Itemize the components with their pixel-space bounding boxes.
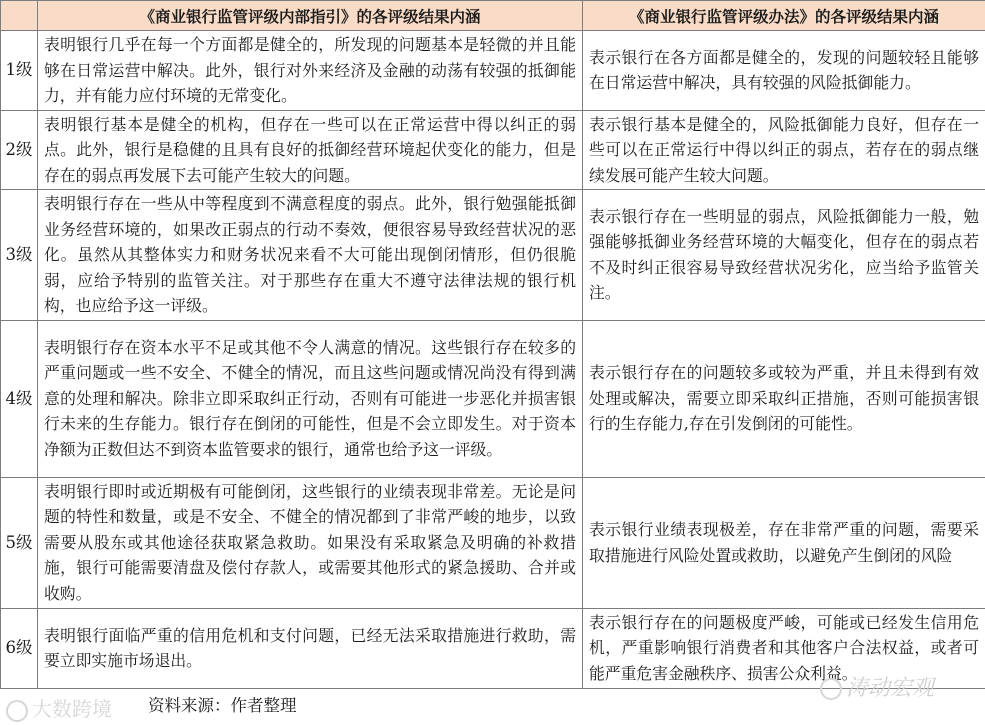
table-header-row bbox=[1, 1, 985, 31]
guideline-cell: 表明银行存在资本水平不足或其他不令人满意的情况。这些银行存在较多的严重问题或一些不安全、不健全的情况，而且这些问题或情况尚没有得到满意的处理和解决。除非立即采取纠正行动，否则有可能进一步恶化并损害银行未来的生存能力。银行存在倒闭的可能性，但是不会立即发生。对于资本净额为正数但达不到资本监管要求的银行，通常也给予这一评级。 bbox=[38, 320, 583, 477]
method-cell: 表示银行基本是健全的，风险抵御能力良好，但存在一些可以在正常运行中得以纠正的弱点，若存在的弱点继续发展可能产生较大问题。 bbox=[583, 110, 985, 190]
source-note: 资料来源：作者整理 bbox=[148, 696, 297, 715]
level-cell: 4级 bbox=[1, 320, 38, 477]
method-cell: 表示银行存在一些明显的弱点，风险抵御能力一般，勉强能够抵御业务经营环境的大幅变化，但存在的弱点若不及时纠正很容易导致经营状况劣化，应当给予监管关注。 bbox=[583, 190, 985, 321]
table-row bbox=[1, 190, 985, 321]
table-row bbox=[1, 31, 985, 111]
wechat-icon bbox=[820, 678, 842, 700]
level-cell: 6级 bbox=[1, 608, 38, 688]
guideline-cell: 表明银行几乎在每一个方面都是健全的，所发现的问题基本是轻微的并且能够在日常运营中解决。此外，银行对外来经济及金融的动荡有较强的抵御能力，并有能力应付环境的无常变化。 bbox=[38, 31, 583, 111]
guideline-cell: 表明银行面临严重的信用危机和支付问题，已经无法采取措施进行救助，需要立即实施市场退出。 bbox=[38, 608, 583, 688]
table-row bbox=[1, 320, 985, 477]
watermark-right-text: 涛动宏观 bbox=[846, 676, 935, 701]
guideline-cell: 表明银行基本是健全的机构，但存在一些可以在正常运营中得以纠正的弱点。此外，银行是稳健的且具有良好的抵御经营环境起伏变化的能力，但是存在的弱点再发展下去可能产生较大的问题。 bbox=[38, 110, 583, 190]
header-rating-method: 《商业银行监管评级办法》的各评级结果内涵 bbox=[583, 1, 985, 31]
watermark-right bbox=[820, 671, 934, 702]
table-row bbox=[1, 477, 985, 608]
method-cell: 表示银行存在的问题极度严峻，可能或已经发生信用危机，严重影响银行消费者和其他客户合法权益，或者可能严重危害金融秩序、损害公众利益。 bbox=[583, 608, 985, 688]
method-cell: 表示银行业绩表现极差，存在非常严重的问题，需要采取措施进行风险处置或救助，以避免产生倒闭的风险 bbox=[583, 477, 985, 608]
watermark-left-text: 大数跨境 bbox=[32, 697, 112, 721]
guideline-cell: 表明银行存在一些从中等程度到不满意程度的弱点。此外，银行勉强能抵御业务经营环境的，如果改正弱点的行动不奏效，便很容易导致经营状况的恶化。虽然从其整体实力和财务状况来看不大可能出现倒闭情形，但仍很脆弱，应给予特别的监管关注。对于那些存在重大不遵守法律法规的银行机构，也应给予这一评级。 bbox=[38, 190, 583, 321]
level-cell: 5级 bbox=[1, 477, 38, 608]
guideline-cell: 表明银行即时或近期极有可能倒闭，这些银行的业绩表现非常差。无论是问题的特性和数量，或是不安全、不健全的情况都到了非常严峻的地步，以致需要从股东或其他途径获取紧急救助。如果没有采取紧急及明确的补救措施，银行可能需要清盘及偿付存款人，或需要其他形式的紧急援助、合并或收购。 bbox=[38, 477, 583, 608]
method-cell: 表示银行在各方面都是健全的，发现的问题较轻且能够在日常运营中解决，具有较强的风险抵御能力。 bbox=[583, 31, 985, 111]
method-cell: 表示银行存在的问题较多或较为严重，并且未得到有效处理或解决，需要立即采取纠正措施，否则可能损害银行的生存能力,存在引发倒闭的可能性。 bbox=[583, 320, 985, 477]
level-cell: 3级 bbox=[1, 190, 38, 321]
header-level bbox=[1, 1, 38, 31]
level-cell: 1级 bbox=[1, 31, 38, 111]
table-row bbox=[1, 110, 985, 190]
level-cell: 2级 bbox=[1, 110, 38, 190]
watermark-left bbox=[6, 693, 112, 722]
watermark-logo-icon bbox=[6, 700, 28, 722]
header-internal-guideline: 《商业银行监管评级内部指引》的各评级结果内涵 bbox=[38, 1, 583, 31]
